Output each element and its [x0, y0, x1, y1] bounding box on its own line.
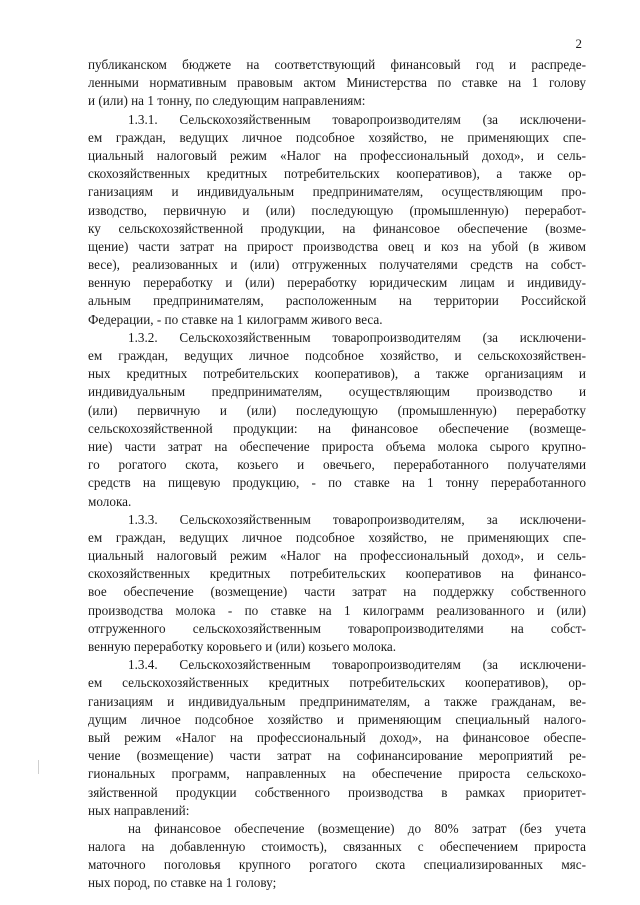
text-line: весе), реализованных и (или) отгруженных получателями средств на собст- [88, 257, 586, 273]
text-line: чение (возмещение) части затрат на софинансирование мероприятий ре- [88, 748, 586, 764]
text-line: публиканском бюджете на соответствующий финансовый год и распреде- [88, 57, 586, 72]
text-line: го рогатого скота, козьего и овечьего, переработанного получателями [88, 457, 586, 473]
text-line: налога на добавленную стоимость), связанных с обеспечением прироста [88, 839, 586, 855]
text-line: 1.3.3. Сельскохозяйственным товаропроизводителям, за исключени- [128, 511, 586, 527]
text-line: циальный налоговый режим «Налог на профессиональный доход», и сель- [88, 548, 586, 564]
text-line: скохозяйственных кредитных потребительских кооперативов), а также ор- [88, 166, 586, 182]
text-line: на финансовое обеспечение (возмещение) до 80% затрат (без учета [128, 820, 586, 836]
text-line: дущим личное подсобное хозяйство и применяющим специальный налого- [88, 711, 586, 727]
text-line: ных кредитных потребительских кооперативов), а также организациям и [88, 366, 586, 382]
text-line: 1.3.2. Сельскохозяйственным товаропроизводителям (за исключени- [128, 329, 586, 345]
page-number: 2 [575, 36, 582, 51]
text-line: ние) части затрат на обеспечение прироста объема молока сырого крупно- [88, 438, 586, 454]
text-line: маточного поголовья крупного рогатого скота специализированных мяс- [88, 857, 586, 873]
text-line: изводство, первичную и (или) последующую (промышленную) переработ- [88, 202, 586, 218]
text-line: циальный налоговый режим «Налог на профессиональный доход», и сель- [88, 147, 586, 163]
text-line: молока. [88, 493, 132, 509]
text-line: производства молока - по ставке на 1 килограмм реализованного и (или) [88, 602, 586, 618]
paragraph [88, 329, 586, 511]
text-line: ных пород, по ставке на 1 голову; [88, 875, 277, 891]
text-line: (или) первичную и (или) последующую (промышленную) переработку [88, 402, 586, 418]
text-line: вое обеспечение (возмещение) части затрат на поддержку собственного [88, 584, 586, 600]
paragraph [88, 656, 586, 820]
text-line: ганизациям и индивидуальным предпринимателям, осуществляющим про- [88, 184, 586, 200]
text-line: венную переработку коровьего и (или) козьего молока. [88, 639, 397, 654]
text-line: ных направлений: [88, 802, 190, 818]
text-line: ку сельскохозяйственной продукции, на финансовое обеспечение (возме- [88, 220, 586, 236]
text-line: гиональных программ, направленных на обеспечение прироста сельскохо- [88, 766, 586, 782]
text-line: ем граждан, ведущих личное подсобное хозяйство, не применяющих спе- [88, 129, 586, 145]
text-line: ем граждан, ведущих личное подсобное хозяйство, не применяющих спе- [88, 529, 586, 545]
text-line: сельскохозяйственной продукции: на финансовое обеспечение (возмеще- [88, 420, 586, 436]
text-line: ем сельскохозяйственных кредитных потребительских кооперативов), ор- [88, 675, 586, 691]
text-line: ем граждан, ведущих личное подсобное хозяйство, и сельскохозяйствен- [88, 348, 586, 363]
text-line: альным предпринимателям, расположенным на территории Российской [88, 293, 586, 309]
text-line: вый режим «Налог на профессиональный доход», на финансовое обеспе- [88, 729, 586, 745]
document-body [88, 56, 586, 893]
text-line: 1.3.4. Сельскохозяйственным товаропроизводителям (за исключени- [128, 657, 586, 673]
text-line: ленными нормативным правовым актом Министерства по ставке на 1 голову [88, 75, 586, 91]
text-line: и (или) на 1 тонну, по следующим направлениям: [88, 93, 366, 109]
text-line: скохозяйственных кредитных потребительских кооперативов на финансо- [88, 566, 586, 582]
text-line: 1.3.1. Сельскохозяйственным товаропроизводителям (за исключени- [128, 111, 586, 127]
scan-artifact [38, 760, 39, 774]
text-line: зяйственной продукции собственного производства в рамках приоритет- [88, 784, 586, 800]
text-line: средств на пищевую продукцию, - по ставке на 1 тонну переработанного [88, 475, 586, 491]
text-line: ганизациям и индивидуальным предпринимателям, а также гражданам, ве- [88, 693, 586, 709]
text-line: щение) части затрат на прирост производства овец и коз на убой (в живом [88, 238, 586, 254]
text-line: индивидуальным предпринимателям, осуществляющим производство и [88, 384, 586, 400]
text-line: венную переработку и (или) переработку юридическим лицам и индивиду- [88, 275, 586, 291]
paragraph [88, 56, 586, 111]
paragraph [88, 511, 586, 657]
text-line: отгруженного сельскохозяйственным товаропроизводителями на собст- [88, 620, 586, 636]
paragraph [88, 820, 586, 893]
text-line: Федерации, - по ставке на 1 килограмм живого веса. [88, 311, 383, 327]
paragraph [88, 111, 586, 329]
